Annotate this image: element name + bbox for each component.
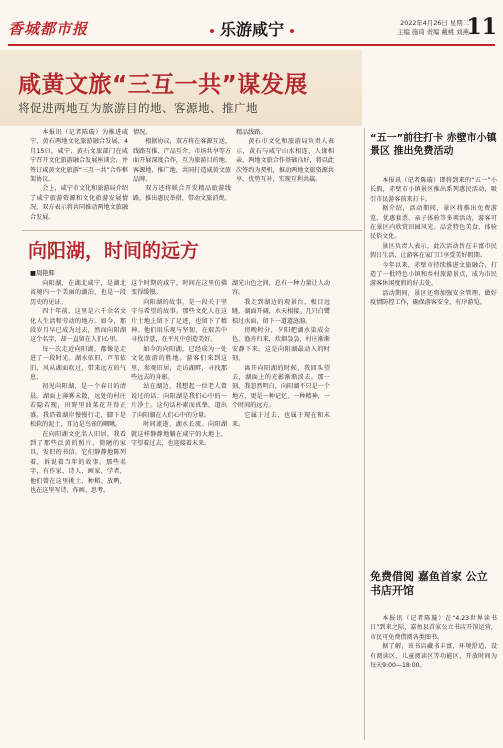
feature-author: ■周艳辉 (30, 270, 55, 277)
lead-article-column-3 (236, 128, 334, 228)
paragraph: 向阳湖，在湖北咸宁，是湖北省境内一个美丽的湖泊，也是一段历史的见证。 (30, 280, 126, 306)
main-headline: 咸黄文旅“三互一共”谋发展 (18, 72, 308, 98)
paragraph: 初见向阳湖，是一个春日的清晨。湖面上薄雾未散，远处的村庄若隐若现，田野里油菜花开得正盛。我沿着湖岸慢慢行走，脚下是松软的泥土，耳边是鸟雀的啁啾。 (30, 383, 126, 429)
paragraph: 在向阳湖文化名人旧居，我看到了那些泛黄的照片、简陋的家具、发旧的书信。它们静静地陈列着，诉说着当年的故事。那些名字，有作家、诗人、画家、学者，他们曾在这里挑土、种稻、放鸭，也在这里写诗、作画、思考。 (30, 430, 126, 494)
sidebar-story-2-body (370, 614, 497, 742)
paragraph: 傍晚时分，夕阳把湖水染成金色。渔舟归来，炊烟袅袅，村庄渐渐安静下来。这是向阳湖最动人的时刻。 (232, 327, 330, 363)
paragraph: 如今的向阳湖，已经成为一处文化旅游的胜地。游客们来到这里，参观旧居，走访湖畔，寻找那些远去的身影。 (131, 345, 227, 382)
feature-column-3 (232, 279, 330, 739)
paragraph: 景区负责人表示，此次活动旨在丰富市民假日生活，让游客在家门口享受美好假期。 (370, 242, 497, 260)
paragraph: 据了解，该书店藏书丰富，环境舒适，设有阅读区、儿童阅读区等功能区，开放时间为每天9:00—18:00。 (370, 643, 497, 670)
paragraph: 根据协议，双方将在客源互送、线路互推、产品互介、市场共享等方面开展深度合作，互为旅游目的地、客源地、推广地，共同打造咸黄文旅品牌。 (133, 138, 231, 184)
paragraph: 精品线路。 (236, 129, 267, 136)
paragraph: 今年以来，赤壁市持续推进文旅融合，打造了一批特色小镇和乡村旅游景点，成为市民游客休闲度假的好去处。 (370, 261, 497, 288)
lead-article-column-2 (133, 128, 231, 228)
paragraph: 本报讯（记者陈璇）即将到来的“五一”小长假，赤壁市小镇景区推出系列惠民活动，吸引市民游客前来打卡。 (370, 177, 497, 203)
feature-title: 向阳湖，时间的远方 (28, 240, 200, 262)
article-divider (22, 230, 362, 231)
page-number: 11 (466, 14, 497, 40)
paragraph: 情况。 (133, 129, 152, 136)
issue-info (397, 19, 469, 37)
paragraph: 离开向阳湖的时候，我回头望去，湖面上的光影渐渐淡去。那一刻，我忽然明白，向阳湖不只是一个地方，更是一种记忆，一种精神，一个时间的远方。 (232, 364, 330, 410)
paragraph: 时间流逝，湖水长流。向阳湖就这样静静地躺在咸宁的大地上，守望着过去，也迎接着未来。 (131, 421, 227, 447)
feature-column-2 (131, 279, 227, 739)
sidebar-divider (364, 128, 365, 740)
paragraph: 会上，咸宁市文化和旅游局介绍了咸宁旅游资源和文化旅游发展情况，双方表示将共同推动两地文旅融合发展。 (30, 185, 128, 221)
issue-date: 2022年4月26日 星期二 (400, 19, 469, 27)
section-title: 乐游咸宁 (152, 17, 352, 40)
masthead-logo: 香城都市报 (8, 20, 89, 38)
sidebar-story-1-body (370, 176, 497, 568)
paragraph: 这个时期的咸宁，时间在这里仿佛变得缓慢。 (131, 280, 227, 297)
paragraph: 它属于过去，也属于现在和未来。 (232, 411, 330, 429)
sub-headline: 将促进两地互为旅游目的地、客源地、推广地 (18, 101, 258, 115)
header-rule (8, 44, 495, 46)
paragraph: 向阳湖的故事，是一段关于坚守与希望的故事。那些文化人在这片土地上留下了足迹，也留下了精神。他们用乐观与坚韧，在艰苦中寻找诗意，在平凡中创造美好。 (131, 298, 227, 344)
paragraph: 活动期间，景区还将加强安全管理，做好疫情防控工作，确保游客安全、有序游览。 (370, 289, 497, 307)
paragraph: 本报讯（记者陈璇）为推进咸宁、黄石两地文化旅游融合发展，4月15日，咸宁、黄石文旅部门在咸宁召开文化旅游融合发展座谈会，并签订咸黄文化旅游“三互一共”合作框架协议。 (30, 129, 128, 184)
paragraph: 我走到湖边的观景台，极目远眺，湖面开阔，水天相接。几只白鹭掠过水面，留下一道道涟漪。 (232, 298, 330, 325)
paragraph: 四十年前，这里是六千余名文化人生活和劳动的地方。如今，那段岁月早已成为过去，然而向阳湖这个名字，却一直留在人们心里。 (30, 308, 126, 344)
feature-column-1 (30, 279, 126, 739)
paragraph: 据介绍，活动期间，景区将推出免费游览、优惠套票、亲子体验等多项活动，游客可在景区内欣赏田园风光、品尝特色美食、体验民俗文化。 (370, 205, 497, 241)
issue-editors: 主编 施琦 责编 戴桃 刘燕 (396, 28, 469, 36)
paragraph: 黄石市文化和旅游局负责人表示，黄石与咸宁山水相连、人缘相亲，两地文旅合作基础良好，将以此次签约为契机，推动两地文旅资源共享、优势互补，实现互利共赢。 (236, 138, 334, 184)
paragraph: 每一次走近向阳湖，都像是走进了一段时光。湖水依旧，芦苇依旧，风从湖面吹过，带来远方的气息。 (30, 345, 126, 382)
lead-article-column-1 (30, 128, 128, 228)
sidebar-story-2-title: 免费借阅 嘉鱼首家 公立书店开馆 (370, 570, 488, 597)
sidebar-story-1-title: “五一”前往打卡 赤壁市小镇景区 推出免费活动 (370, 133, 497, 157)
paragraph: 站在湖边，我想起一位老人曾说过的话：向阳湖是我们心中的一片净土。这句话朴素而真挚，道出了向阳湖在人们心中的分量。 (131, 383, 227, 419)
paragraph: 湖光山色之间，总有一种力量让人动容。 (232, 280, 330, 297)
paragraph: 本报讯（记者陈璇）在“4.23世界读书日”到来之际，嘉鱼县首家公立书店开馆运营，市民可免费借阅各类图书。 (370, 615, 497, 641)
paragraph: 双方还将联合开发精品旅游线路，推出惠民举措，带动文旅消费。 (133, 185, 231, 202)
